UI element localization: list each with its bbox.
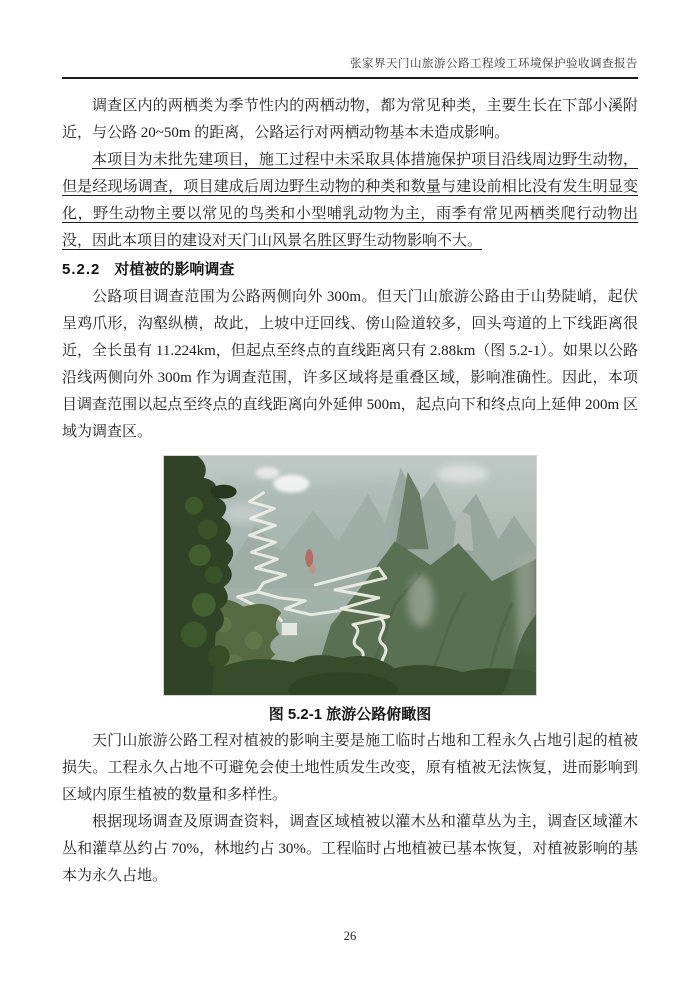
page-number: 26 xyxy=(343,929,357,943)
figure-5-2-1 xyxy=(62,455,638,696)
page-header xyxy=(62,0,638,79)
paragraph-amphibians: 调查区内的两栖类为季节性内的两栖动物，都为常见种类，主要生长在下部小溪附近，与公路 20~50m 的距离，公路运行对两栖动物基本未造成影响。 xyxy=(62,98,638,141)
paragraph-survey-scope: 公路项目调查范围为公路两侧向外 300m。但天门山旅游公路由于山势陡峭，起伏呈鸡爪形，沟壑纵横，故此，上坡中迂回线、傍山险道较多，回头弯道的上下线距离很近，全长虽有 11.224km，但起点至终点的直线距离只有 2.88km（图 5.2-1）。如果以公路沿线两侧向外 300m 作为调查范围，许多区域将是重叠区域，影响准确性。因此，本项目调查范围以起点至终点的直线距离向外延伸 500m，起点向下和终点向上延伸 200m 区域为调查区。 xyxy=(62,289,638,440)
figure-caption: 图 5.2-1 旅游公路俯瞰图 xyxy=(268,706,432,723)
paragraph-wildlife-underlined: 本项目为未批先建项目，施工过程中未采取具体措施保护项目沿线周边野生动物，但是经现场调查，项目建成后周边野生动物的种类和数量与建设前相比没有发生明显变化，野生动物主要以常见的鸟类和小型哺乳动物为主，雨季有常见两栖类爬行动物出没，因此本项目的建设对天门山风景名胜区野生动物影响不大。 xyxy=(62,152,638,249)
paragraph-vegetation-types: 根据现场调查及原调查资料，调查区域植被以灌木丛和灌草丛为主，调查区域灌木丛和灌草丛约占 70%，林地约占 30%。工程临时占地植被已基本恢复，对植被影响的基本为永久占地。 xyxy=(62,814,638,884)
section-number: 5.2.2 xyxy=(62,261,101,278)
paragraph-vegetation-impact: 天门山旅游公路工程对植被的影响主要是施工临时占地和工程永久占地引起的植被损失。工程永久占地不可避免会使土地性质发生改变，原有植被无法恢复，进而影响到区域内原生植被的数量和多样性。 xyxy=(62,733,638,803)
aerial-road-photo xyxy=(163,455,537,696)
header-title: 张家界天门山旅游公路工程竣工环境保护验收调查报告 xyxy=(350,58,638,70)
body-text xyxy=(62,93,638,890)
section-title: 对植被的影响调查 xyxy=(114,261,235,278)
section-heading-5-2-2 xyxy=(62,256,638,283)
scan-wash-overlay xyxy=(164,456,536,695)
